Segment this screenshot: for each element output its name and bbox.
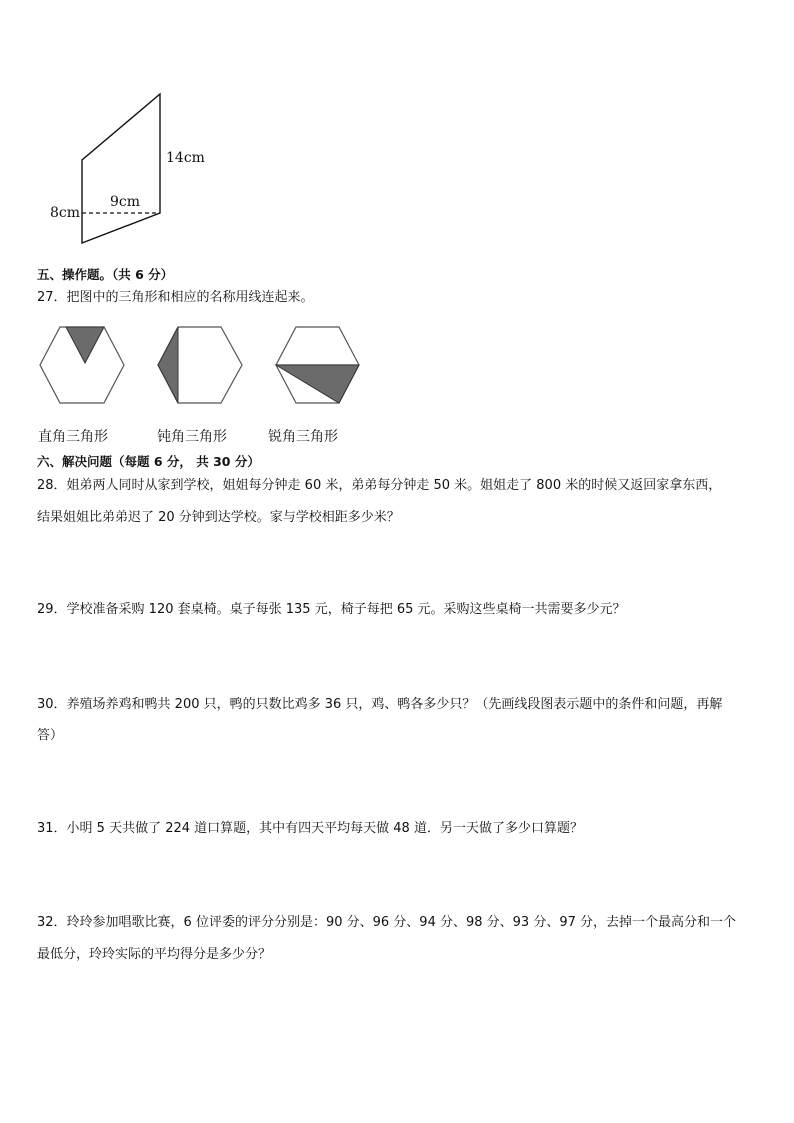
hexagon-3 <box>276 327 359 403</box>
label-8cm: 8cm <box>50 205 81 221</box>
section6-title: 六、解决问题（每题 6 分， 共 30 分） <box>37 454 260 469</box>
question-29: 29．学校准备采购 120 套桌椅。桌子每张 135 元，椅子每把 65 元。采购这些桌椅一共需要多少元？ <box>37 602 626 617</box>
question-30-line2: 答） <box>37 728 64 743</box>
label-14cm: 14cm <box>166 150 205 166</box>
hexagon-figures <box>0 320 794 410</box>
name-obtuse-triangle: 钝角三角形 <box>157 429 227 445</box>
question-31: 31．小明 5 天共做了 224 道口算题，其中有四天平均每天做 48 道．另一天做了多少口算题？ <box>37 821 583 836</box>
question-28-line1: 28．姐弟两人同时从家到学校，姐姐每分钟走 60 米，弟弟每分钟走 50 米。姐姐走了 800 米的时候又返回家拿东西， <box>37 478 722 493</box>
shaded-triangle-3 <box>276 365 359 403</box>
name-acute-triangle: 锐角三角形 <box>268 429 338 445</box>
hexagon-1 <box>40 327 124 403</box>
section5-title: 五、操作题。（共 6 分） <box>37 267 174 282</box>
name-right-triangle: 直角三角形 <box>38 429 108 445</box>
question-28-line2: 结果姐姐比弟弟迟了 20 分钟到达学校。家与学校相距多少米？ <box>37 510 400 525</box>
shaded-triangle-1 <box>66 327 104 363</box>
question-27: 27．把图中的三角形和相应的名称用线连起来。 <box>37 290 314 305</box>
hexagon-2 <box>158 327 242 403</box>
shaded-triangle-2 <box>158 327 178 403</box>
trapezoid-figure <box>0 0 794 260</box>
label-9cm: 9cm <box>110 194 141 210</box>
question-32-line1: 32．玲玲参加唱歌比赛，6 位评委的评分分别是：90 分、96 分、94 分、98 分、93 分、97 分，去掉一个最高分和一个 <box>37 915 736 930</box>
trapezoid-shape <box>82 94 160 243</box>
question-30-line1: 30．养殖场养鸡和鸭共 200 只，鸭的只数比鸡多 36 只，鸡、鸭各多少只？（先画线段图表示题中的条件和问题，再解 <box>37 697 723 712</box>
question-32-line2: 最低分，玲玲实际的平均得分是多少分？ <box>37 947 272 962</box>
